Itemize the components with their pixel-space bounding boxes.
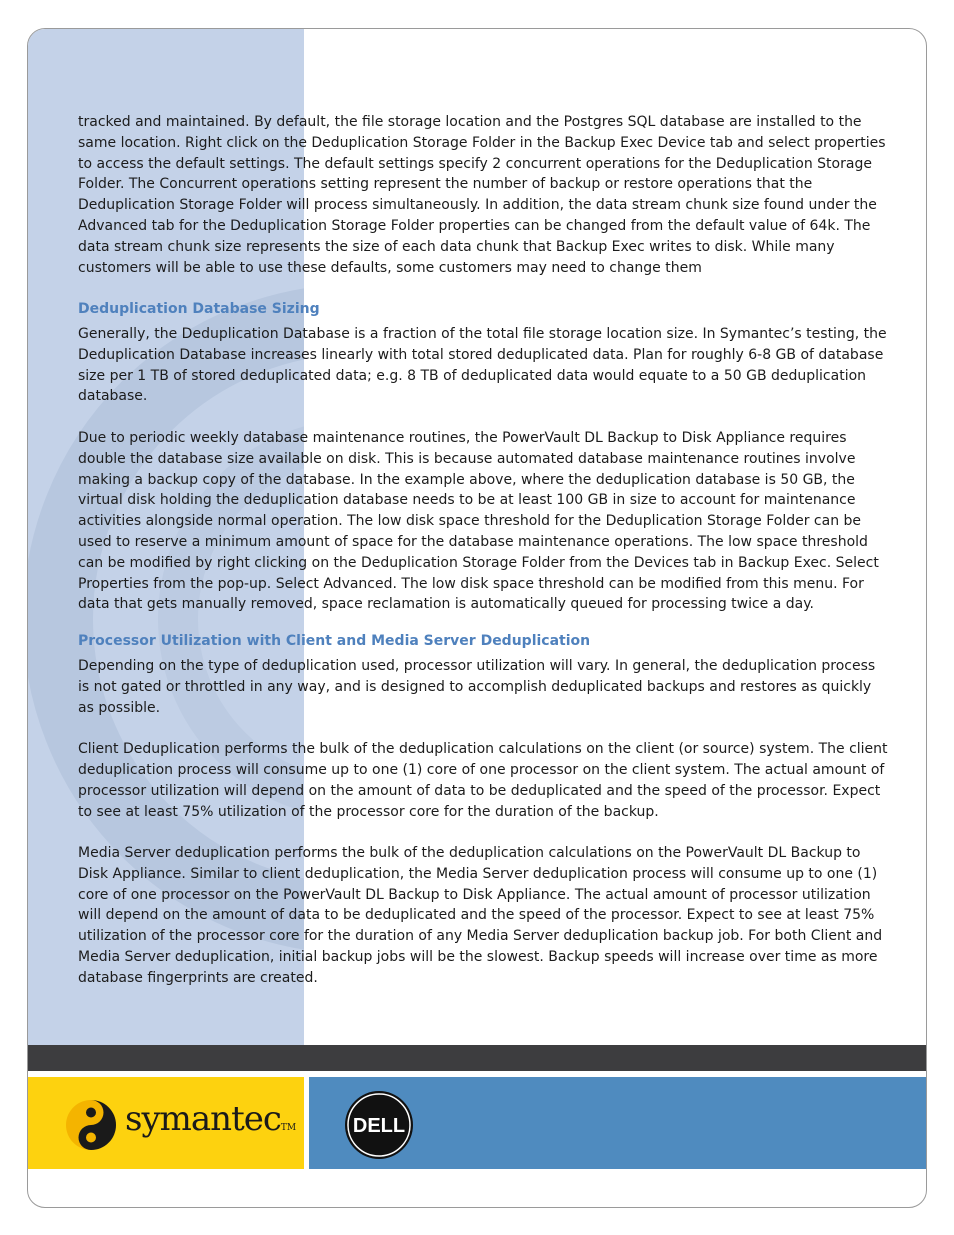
intro-paragraph: tracked and maintained. By default, the file storage location and the Postgres SQL database are installed to the same location. Right click on the Deduplication Storage Folder in the Backup Exec Device tab and select properties to access the default settings. The default settings specify 2 concurrent operations for the Deduplication Storage Folder. The Concurrent operations setting represent the number of backup or restore operations that the Deduplication Storage Folder will process simultaneously. In addition, the data stream chunk size found under the Advanced tab for the Deduplication Storage Folder properties can be changed from the default value of 64k. The data stream chunk size represents the size of each data chunk that Backup Exec writes to disk. While many customers will be able to use these defaults, some customers may need to change them bbox=[78, 114, 886, 276]
dell-logo-panel bbox=[309, 1077, 926, 1169]
paragraph-processor-2: Client Deduplication performs the bulk of the deduplication calculations on the client (or source) system. The client deduplication process will consume up to one (1) core of one processor on the client system. The actual amount of processor utilization will depend on the amount of data to be deduplicated and the speed of the processor. Expect to see at least 75% utilization of the processor core for the duration of the backup. bbox=[78, 741, 888, 820]
paragraph-database-sizing-2: Due to periodic weekly database maintenance routines, the PowerVault DL Backup to Disk Appliance requires double the database size available on disk. This is because automated database maintenance routines involve making a backup copy of the database. In the example above, where the deduplication database is 50 GB, the virtual disk holding the deduplication database needs to be at least 100 GB in size to account for maintenance activities alongside normal operation. The low disk space threshold for the Deduplication Storage Folder can be used to reserve a minimum amount of space for the database maintenance operations. The low space threshold can be modified by right clicking on the Deduplication Storage Folder from the Devices tab in Backup Exec. Select Properties from the pop-up. Select Advanced. The low disk space threshold can be modified from this menu. For data that gets manually removed, space reclamation is automatically queued for processing twice a day. bbox=[78, 429, 879, 613]
paragraph-processor-1: Depending on the type of deduplication used, processor utilization will vary. In general, the deduplication process is not gated or throttled in any way, and is designed to accomplish deduplicated backups and restores as quickly as possible. bbox=[78, 657, 876, 716]
dell-logo-icon bbox=[344, 1090, 414, 1160]
dell-logo-text: DELL bbox=[352, 1115, 406, 1137]
paragraph-database-sizing-1: Generally, the Deduplication Database is a fraction of the total file storage location size. In Symantec’s testing, the Deduplication Database increases linearly with total stored deduplicated data. Plan for roughly 6-8 GB of database size per 1 TB of stored deduplicated data; e.g. 8 TB of deduplicated data would equate to a 50 GB deduplication database. bbox=[78, 325, 887, 405]
section-heading-processor-utilization: Processor Utilization with Client and Media Server Deduplication bbox=[78, 633, 591, 650]
symantec-wordmark: symantecTM bbox=[125, 1099, 297, 1139]
paragraph-processor-3: Media Server deduplication performs the bulk of the deduplication calculations on the PowerVault DL Backup to Disk Appliance. Similar to client deduplication, the Media Server deduplication process will consume up to one (1) core of one processor on the PowerVault DL Backup to Disk Appliance. The actual amount of processor utilization will depend on the amount of data to be deduplicated and the speed of the processor. Expect to see at least 75% utilization of the processor core for the duration of any Media Server deduplication backup job. For both Client and Media Server deduplication, initial backup jobs will be the slowest. Backup speeds will increase over time as more database fingerprints are created. bbox=[78, 845, 883, 986]
symantec-trademark: TM bbox=[280, 1123, 297, 1133]
section-heading-database-sizing: Deduplication Database Sizing bbox=[78, 301, 320, 318]
footer-dark-bar bbox=[28, 1045, 926, 1071]
symantec-logo-panel bbox=[28, 1077, 304, 1169]
document-body bbox=[78, 112, 890, 1009]
symantec-logo-icon bbox=[64, 1099, 118, 1151]
